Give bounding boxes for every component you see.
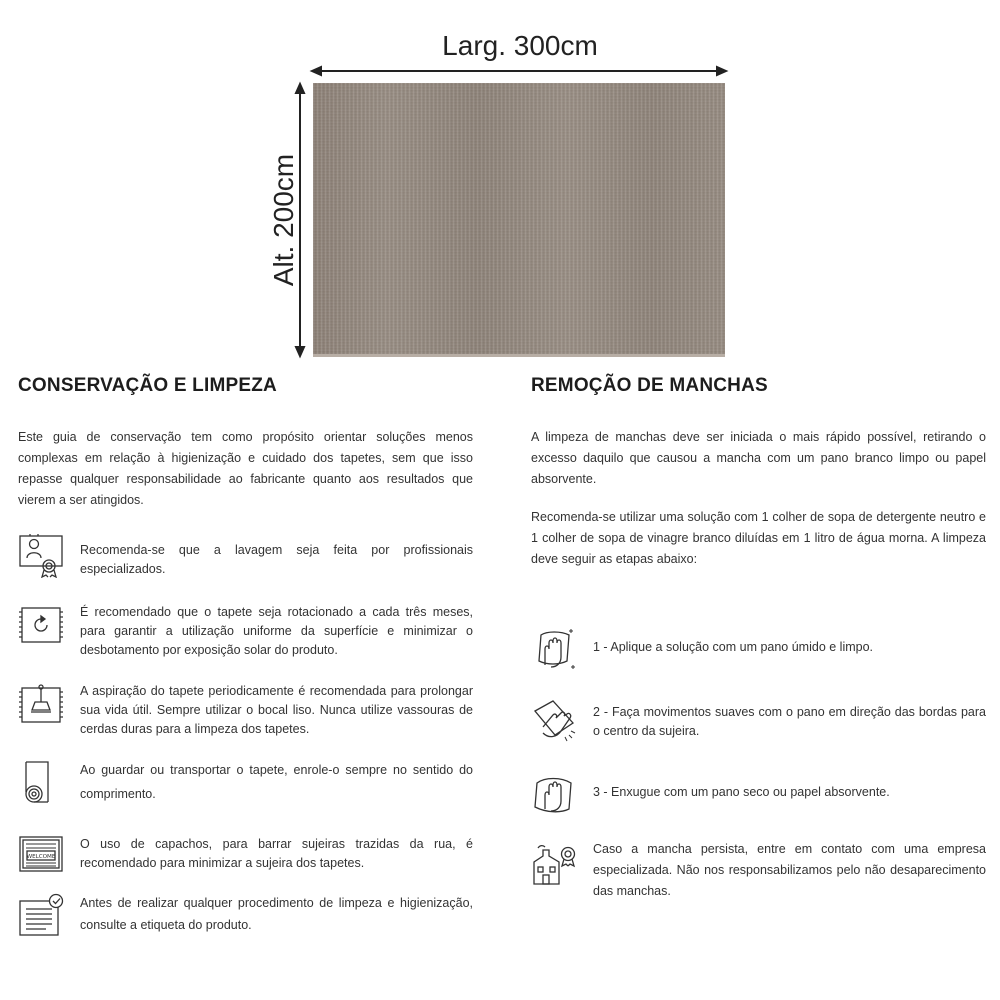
stain-removal-title: REMOÇÃO DE MANCHAS: [531, 375, 768, 396]
dry-cloth-icon: [531, 771, 577, 817]
stain-step-text: 1 - Aplique a solução com um pano úmido e limpo.: [593, 640, 874, 654]
conservation-item-text: Antes de realizar qualquer procedimento de limpeza e higienização, consulte a etiqueta do produto.: [80, 896, 473, 932]
rolled-rug-icon: [18, 758, 64, 804]
conservation-item-text: O uso de capachos, para barrar sujeiras trazidas da rua, é recomendado para minimizar a sujeira dos tapetes.: [80, 837, 473, 870]
stain-removal-intro: A limpeza de manchas deve ser iniciada o mais rápido possível, retirando o excesso daquilo que causou a mancha com um pano branco limpo ou papel absorvente.: [531, 430, 986, 486]
stain-step-text: 3 - Enxugue com um pano seco ou papel absorvente.: [593, 785, 890, 799]
conservation-item-text: É recomendado que o tapete seja rotacionado a cada três meses, para garantir a utilização uniforme da superfície e minimizar o desbotamento por exposição solar do produto.: [80, 605, 473, 657]
vacuum-rug-icon: [18, 682, 64, 728]
stain-step-text: 2 - Faça movimentos suaves com o pano em direção das bordas para o centro da sujeira.: [593, 705, 986, 738]
checked-label-icon: [18, 892, 64, 938]
conservation-item-text: A aspiração do tapete periodicamente é recomendada para prolongar sua vida útil. Sempre utilizar o bocal liso. Nunca utilize vassouras de cerdas duras para a limpeza dos tapetes.: [80, 684, 473, 736]
professional-certificate-icon: [18, 532, 64, 578]
rotate-rug-icon: [18, 603, 64, 649]
height-dimension-text: Alt. 200cm: [268, 153, 299, 287]
conservation-item-text: Ao guardar ou transportar o tapete, enrole-o sempre no sentido do comprimento.: [80, 763, 473, 801]
welcome-doormat-icon: [18, 832, 64, 878]
conservation-item-text: Recomenda-se que a lavagem seja feita por profissionais especializados.: [80, 543, 473, 576]
conservation-intro: Este guia de conservação tem como propósito orientar soluções menos complexas em relação à higienização e cuidado dos tapetes, sem que isso repasse qualquer responsabilidade ao fabricante quanto aos resultados que vierem a ser atingidos.: [18, 430, 473, 507]
specialized-company-icon: [531, 840, 577, 886]
stain-removal-section: [531, 375, 986, 898]
stain-step-text: Caso a mancha persista, entre em contato com uma empresa especializada. Não nos responsabilizamos pelo não desaparecimento das manchas.: [593, 842, 986, 898]
rug-product-image: [313, 83, 725, 357]
conservation-section: [18, 375, 473, 932]
stain-removal-recommendation: Recomenda-se utilizar uma solução com 1 colher de sopa de detergente neutro e 1 colher de sopa de vinagre branco diluídas em 1 litro de água morna. A limpeza deve seguir as etapas abaixo:: [531, 510, 986, 566]
wiping-cloth-icon: [531, 697, 577, 743]
width-dimension-label: Larg. 300cm: [442, 30, 598, 61]
doormat-text: WELCOME: [26, 854, 56, 860]
conservation-title: CONSERVAÇÃO E LIMPEZA: [18, 375, 277, 396]
hand-cloth-icon: [531, 625, 577, 671]
